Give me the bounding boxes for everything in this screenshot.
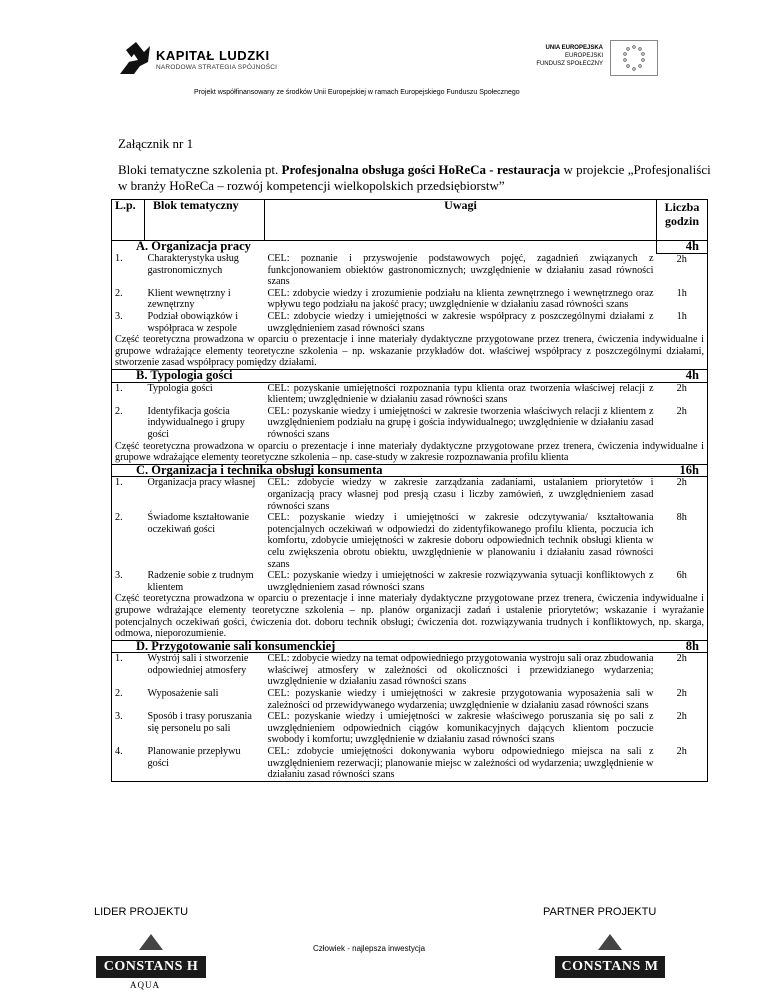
ue-line3: FUNDUSZ SPOŁECZNY xyxy=(536,61,603,67)
col-notes: Uwagi xyxy=(265,200,657,241)
leader-label: LIDER PROJEKTU xyxy=(94,906,189,918)
section-description: Część teoretyczna prowadzona w oparciu o prezentacje i inne materiały dydaktyczne przygotowane przez trenera, ćwiczenia indywidualne i grupowe wdrażające elementy teoretyczne szkolenia – np. planów organizacji zadań i ustalenie priorytetów; wskazanie i wyrażanie potencjalnych oczekiwań gości, ćwiczenia dot. doboru technik obsługi; ćwiczenia dot. rozwiązywania trudnych i konfliktowych, np. skarga, odmowa, nieporozumienie. xyxy=(112,593,708,640)
row-hours: 2h xyxy=(676,405,687,417)
row-num: 4. xyxy=(112,746,145,781)
row-notes: CEL: pozyskanie wiedzy i umiejętności w zakresie odczytywania/ kształtowania potencjalnych oczekiwań w odpowiedzi do zidentyfikowanego profilu klienta, poczucia ich komfortu, zdobycie umiejętności w zakresie doboru odpowiednich technik obsługi klienta w celu zwiększenia obrotu obiektu, uwzględnienie w planowaniu i działaniu zasad równości szans xyxy=(267,512,654,570)
partner-logo: CONSTANS M xyxy=(555,956,665,978)
table-row xyxy=(112,253,708,288)
table-header-row xyxy=(112,200,708,241)
section-description: Część teoretyczna prowadzona w oparciu o prezentacje i inne materiały dydaktyczne przygotowane przez trenera, ćwiczenia indywidualne i grupowe wdrażające elementy teoretyczne szkolenia – np. wskazanie przykładów dot. właściwej współpracy z poszczególnymi działami, stworzenie zasad współpracy pomiędzy działami. xyxy=(112,334,708,369)
section-title: A. Organizacja pracy xyxy=(112,241,657,254)
row-num: 1. xyxy=(115,477,123,489)
row-hours: 2h xyxy=(676,477,687,489)
row-num: 1. xyxy=(115,382,123,394)
table-row xyxy=(112,512,708,570)
row-block: Identyfikacja gościa indywidualnego i grupy gości xyxy=(147,405,245,440)
partner-logo-triangle-icon xyxy=(598,934,622,950)
row-num: 2. xyxy=(115,688,123,700)
section-description: Część teoretyczna prowadzona w oparciu o prezentacje i inne materiały dydaktyczne przygotowane przez trenera, ćwiczenia indywidualne i grupowe wdrażające elementy teoretyczne szkolenia – np. case-study w zakresie rozpoznawania profilu klienta xyxy=(112,441,708,465)
section-title: D. Przygotowanie sali konsumenckiej xyxy=(112,640,657,653)
section-hours: 8h xyxy=(657,640,708,653)
section-title: C. Organizacja i technika obsługi konsumenta xyxy=(112,464,657,477)
row-hours: 2h xyxy=(676,253,687,265)
section-description-row xyxy=(112,334,708,369)
table-row xyxy=(112,653,708,688)
row-block: Podział obowiązków i współpraca w zespole xyxy=(147,311,239,334)
ue-label xyxy=(533,44,603,68)
intro-paragraph xyxy=(118,162,718,194)
row-block: Wystrój sali i stworzenie odpowiedniej atmosfery xyxy=(147,653,249,676)
kapital-ludzki-subtitle: NARODOWA STRATEGIA SPÓJNOŚCI xyxy=(156,64,278,71)
row-num: 3. xyxy=(115,711,123,723)
intro-pre: Bloki tematyczne szkolenia pt. xyxy=(118,162,282,177)
ue-line1: UNIA EUROPEJSKA xyxy=(545,45,603,51)
row-notes: CEL: pozyskanie wiedzy i umiejętności w zakresie tworzenia właściwych relacji z klientem z uwzględnieniem podziału na grupę i gościa indywidualnego; uwzględnienie w działaniu zasad równości szans xyxy=(267,405,654,440)
row-notes: CEL: poznanie i przyswojenie podstawowych pojęć, zagadnień związanych z funkcjonowaniem obiektów gastronomicznych; uwzględnienie w działaniu zasad równości szans xyxy=(267,253,654,288)
row-block: Charakterystyka usług gastronomicznych xyxy=(147,253,239,276)
row-block: Klient wewnętrzny i zewnętrzny xyxy=(147,287,231,311)
kapital-ludzki-title: KAPITAŁ LUDZKI xyxy=(156,48,270,63)
row-hours: 6h xyxy=(676,570,687,582)
page-footer xyxy=(0,900,768,994)
section-hours: 4h xyxy=(657,241,708,254)
table-row xyxy=(112,311,708,334)
row-block: Radzenie sobie z trudnym klientem xyxy=(147,570,254,593)
table-row xyxy=(112,382,708,406)
row-notes: CEL: pozyskanie wiedzy i umiejętności w zakresie przygotowania wyposażenia sali w zależności od przewidywanego wydarzenia; uwzględnienie w działaniu zasad równości szans xyxy=(267,688,654,711)
leader-logo-triangle-icon xyxy=(139,934,163,950)
row-block: Planowanie przepływu gości xyxy=(145,746,265,781)
intro-post: w projekcie „Profesjonaliści w branży HoReCa – rozwój kompetencji wielkopolskich przedsiębiorstw” xyxy=(118,162,711,193)
row-notes: CEL: pozyskanie umiejętności rozpoznania typu klienta oraz tworzenia właściwej relacji z klientem; uwzględnienie w działaniu zasad równości szans xyxy=(267,382,654,406)
training-blocks-table xyxy=(111,199,708,782)
row-notes: CEL: zdobycie wiedzy i umiejętności w zakresie współpracy z poszczególnymi działami z uwzględnieniem zasad równości szans xyxy=(267,311,654,334)
row-num: 3. xyxy=(115,311,123,323)
section-hours: 16h xyxy=(657,464,708,477)
row-notes: CEL: zdobycie wiedzy w zakresie zarządzania zadaniami, ustalaniem priorytetów i organizacją pracy własnej pod presją czasu i liczby zamówień, z uwzględnieniem zasad równości szans xyxy=(267,477,654,512)
section-description-row xyxy=(112,593,708,640)
col-block: Blok tematyczny xyxy=(145,200,265,241)
table-row xyxy=(112,746,708,781)
page-header xyxy=(0,0,768,110)
row-num: 2. xyxy=(115,512,123,524)
leader-logo-sub: AQUA xyxy=(130,980,160,990)
row-block: Typologia gości xyxy=(147,382,213,394)
row-notes: CEL: zdobycie wiedzy na temat odpowiedniego przygotowania wystroju sali oraz zbudowania właściwej atmosfery w zależności od okoliczności i przewidzianego wydarzenia; uwzględnienie w działaniu zasad równości szans xyxy=(267,653,654,688)
motto: Człowiek - najlepsza inwestycja xyxy=(313,944,426,953)
annex-label: Załącznik nr 1 xyxy=(118,136,194,151)
row-hours: 1h xyxy=(676,287,687,299)
section-title: B. Typologia gości xyxy=(112,370,657,383)
row-notes: CEL: zdobycie umiejętności dokonywania wyboru odpowiedniego miejsca na sali z uwzględnieniem rezerwacji; planowanie miejsc w zależności od wydarzenia; uwzględnienie w działaniu zasad równości szans xyxy=(265,746,657,781)
row-hours: 2h xyxy=(657,746,708,781)
row-block: Organizacja pracy własnej xyxy=(147,477,256,489)
row-hours: 2h xyxy=(676,688,687,700)
section-hours: 4h xyxy=(657,370,708,383)
row-num: 2. xyxy=(115,405,123,417)
section-header-a xyxy=(112,241,708,254)
leader-logo: CONSTANS H xyxy=(96,956,206,978)
row-notes: CEL: zdobycie wiedzy i zrozumienie podziału na klienta zewnętrznego i wewnętrznego oraz wpływu tego podziału na jakość pracy; uwzględnienie w działaniu zasad równości szans xyxy=(267,287,654,311)
section-header-c xyxy=(112,464,708,477)
row-hours: 8h xyxy=(676,512,687,524)
row-block: Wyposażenie sali xyxy=(147,688,219,700)
table-row xyxy=(112,570,708,593)
table-row xyxy=(112,711,708,746)
row-hours: 2h xyxy=(676,653,687,665)
row-num: 1. xyxy=(115,653,123,665)
table-row xyxy=(112,688,708,711)
row-num: 3. xyxy=(115,570,123,582)
table-row xyxy=(112,288,708,311)
section-header-d xyxy=(112,640,708,653)
partner-label: PARTNER PROJEKTU xyxy=(543,906,657,918)
row-notes: CEL: pozyskanie wiedzy i umiejętności w zakresie właściwego poruszania się po sali z uwzględnieniem odpowiednich ciągów komunikacyjnych dających klientom poczucie swobody i komfortu; uwzględnienie w działaniu zasad równości szans xyxy=(267,711,654,746)
row-hours: 2h xyxy=(676,711,687,723)
eu-flag-icon xyxy=(610,40,658,76)
row-block: Sposób i trasy poruszania się personelu po sali xyxy=(147,711,252,734)
table-row xyxy=(112,406,708,441)
ue-line2: EUROPEJSKI xyxy=(564,53,603,59)
intro-training-title: Profesjonalna obsługa gości HoReCa - restauracja xyxy=(281,162,561,177)
row-hours: 2h xyxy=(676,382,687,394)
row-num: 2. xyxy=(115,287,123,299)
section-header-b xyxy=(112,370,708,383)
col-hours: Liczba godzin xyxy=(657,200,708,241)
table-row xyxy=(112,477,708,512)
row-block: Świadome kształtowanie oczekiwań gości xyxy=(147,512,250,535)
row-num: 1. xyxy=(115,253,123,265)
row-hours: 1h xyxy=(676,311,687,323)
row-notes: CEL: pozyskanie wiedzy i umiejętności w zakresie rozwiązywania sytuacji konfliktowych z uwzględnieniem zasad równości szans xyxy=(267,570,654,593)
col-lp: L.p. xyxy=(112,200,145,241)
section-description-row xyxy=(112,441,708,465)
cofinancing-note: Projekt współfinansowany ze środków Unii Europejskiej w ramach Europejskiego Funduszu Społecznego xyxy=(194,89,520,96)
kapital-ludzki-logo-icon xyxy=(118,40,152,76)
